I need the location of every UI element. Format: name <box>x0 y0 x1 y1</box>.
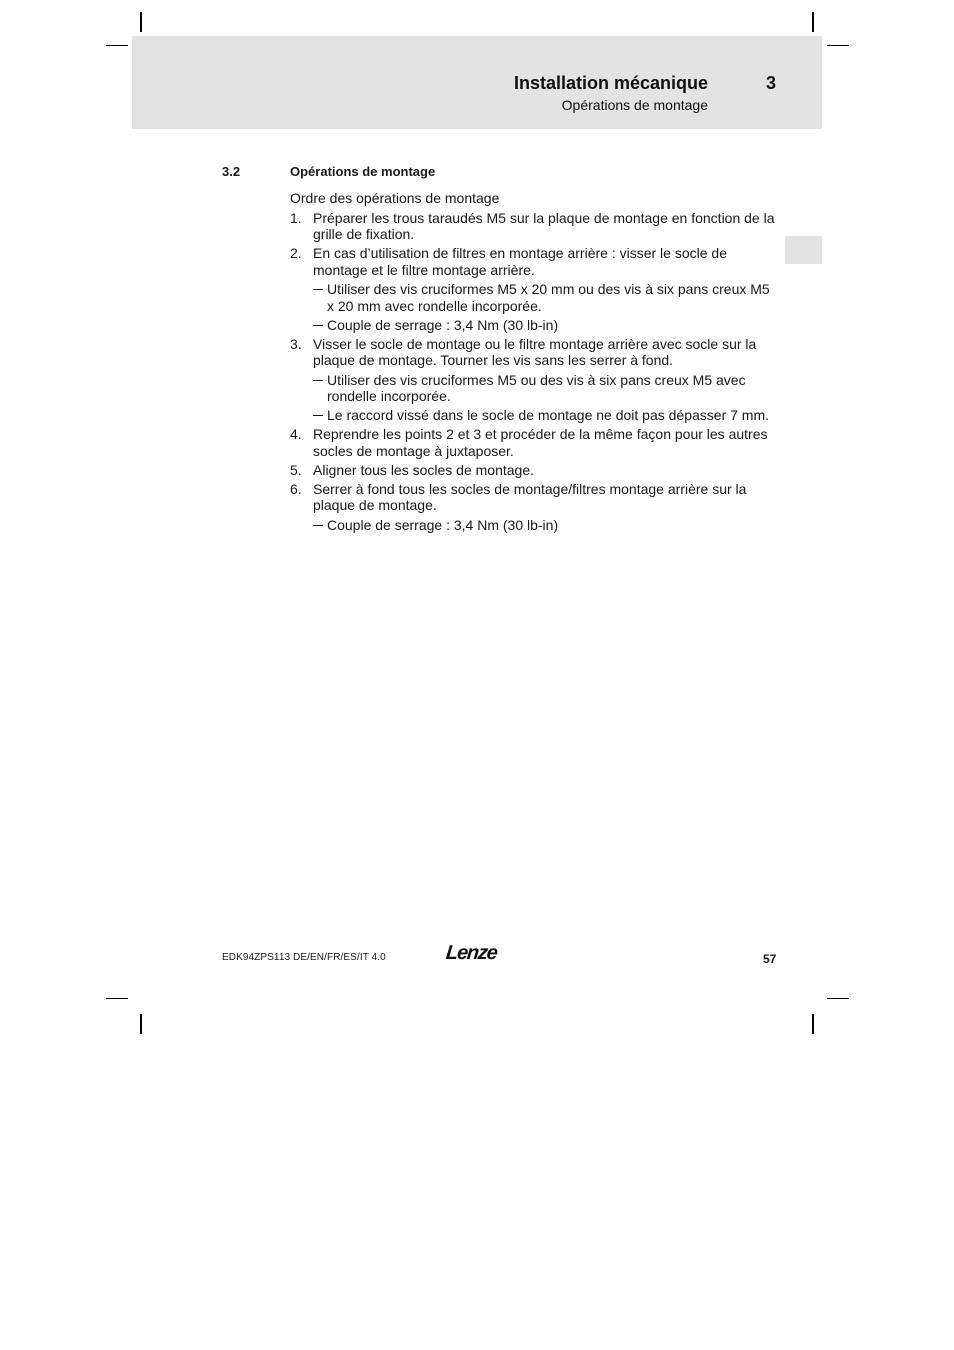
step-item <box>290 210 780 243</box>
chapter-number: 3 <box>766 73 777 93</box>
crop-mark <box>140 12 142 32</box>
step-text: En cas d’utilisation de filtres en montage arrière : visser le socle de montage et le filtre montage arrière. <box>313 245 727 278</box>
sub-item-text: Utiliser des vis cruciformes M5 ou des vis à six pans creux M5 avec rondelle incorporée. <box>327 371 746 404</box>
chapter-title: Installation mécanique <box>513 73 708 93</box>
section-title: Opérations de montage <box>290 164 436 179</box>
step-number: 1. <box>290 209 302 226</box>
sub-item-text: Couple de serrage : 3,4 Nm (30 lb-in) <box>327 316 559 333</box>
sub-item-text: Couple de serrage : 3,4 Nm (30 lb-in) <box>327 516 559 533</box>
sub-item <box>313 517 780 534</box>
step-item <box>290 462 780 479</box>
sub-item-text: Le raccord vissé dans le socle de montage ne doit pas dépasser 7 mm. <box>327 407 770 423</box>
sub-list <box>313 372 780 424</box>
crop-mark <box>106 45 128 46</box>
chapter-subtitle: Opérations de montage <box>561 97 708 113</box>
step-text: Préparer les trous taraudés M5 sur la plaque de montage en fonction de la grille de fixation. <box>313 209 775 242</box>
step-text: Aligner tous les socles de montage. <box>313 461 535 478</box>
crop-mark <box>827 45 849 46</box>
step-number: 5. <box>290 461 302 478</box>
step-item <box>290 245 780 333</box>
step-text: Reprendre les points 2 et 3 et procéder de la même façon pour les autres socles de montage à juxtaposer. <box>313 426 768 459</box>
sub-item-text: Utiliser des vis cruciformes M5 x 20 mm ou des vis à six pans creux M5 x 20 mm avec rondelle incorporée. <box>327 281 770 314</box>
dash-bullet-icon <box>313 525 323 526</box>
step-item <box>290 426 780 459</box>
lenze-logo: Lenze <box>444 942 498 964</box>
step-number: 4. <box>290 426 302 442</box>
crop-mark <box>827 998 849 999</box>
dash-bullet-icon <box>313 289 323 290</box>
crop-mark <box>812 12 814 32</box>
dash-bullet-icon <box>313 325 323 326</box>
sub-item <box>313 407 780 424</box>
document-reference: EDK94ZPS113 DE/EN/FR/ES/IT 4.0 <box>222 952 386 963</box>
chapter-header <box>132 36 822 129</box>
steps-list <box>290 210 780 534</box>
sub-item <box>313 317 780 334</box>
sub-item <box>313 372 780 405</box>
sub-list <box>313 281 780 333</box>
sub-list <box>313 517 780 534</box>
section-number: 3.2 <box>222 164 241 179</box>
dash-bullet-icon <box>313 415 323 416</box>
intro-text: Ordre des opérations de montage <box>290 190 500 206</box>
step-text: Visser le socle de montage ou le filtre montage arrière avec socle sur la plaque de montage. Tourner les vis sans les serrer à fond. <box>313 335 757 368</box>
step-item <box>290 336 780 424</box>
step-number: 6. <box>290 480 302 497</box>
section-content <box>290 190 780 536</box>
crop-mark <box>812 1014 814 1034</box>
dash-bullet-icon <box>313 380 323 381</box>
step-text: Serrer à fond tous les socles de montage/filtres montage arrière sur la plaque de montage. <box>313 480 747 513</box>
crop-mark <box>106 998 128 999</box>
sub-item <box>313 281 780 314</box>
step-number: 2. <box>290 245 302 261</box>
step-item <box>290 481 780 534</box>
crop-mark <box>140 1014 142 1034</box>
page-number: 57 <box>763 952 777 966</box>
step-number: 3. <box>290 335 302 352</box>
chapter-side-tab <box>785 236 822 264</box>
